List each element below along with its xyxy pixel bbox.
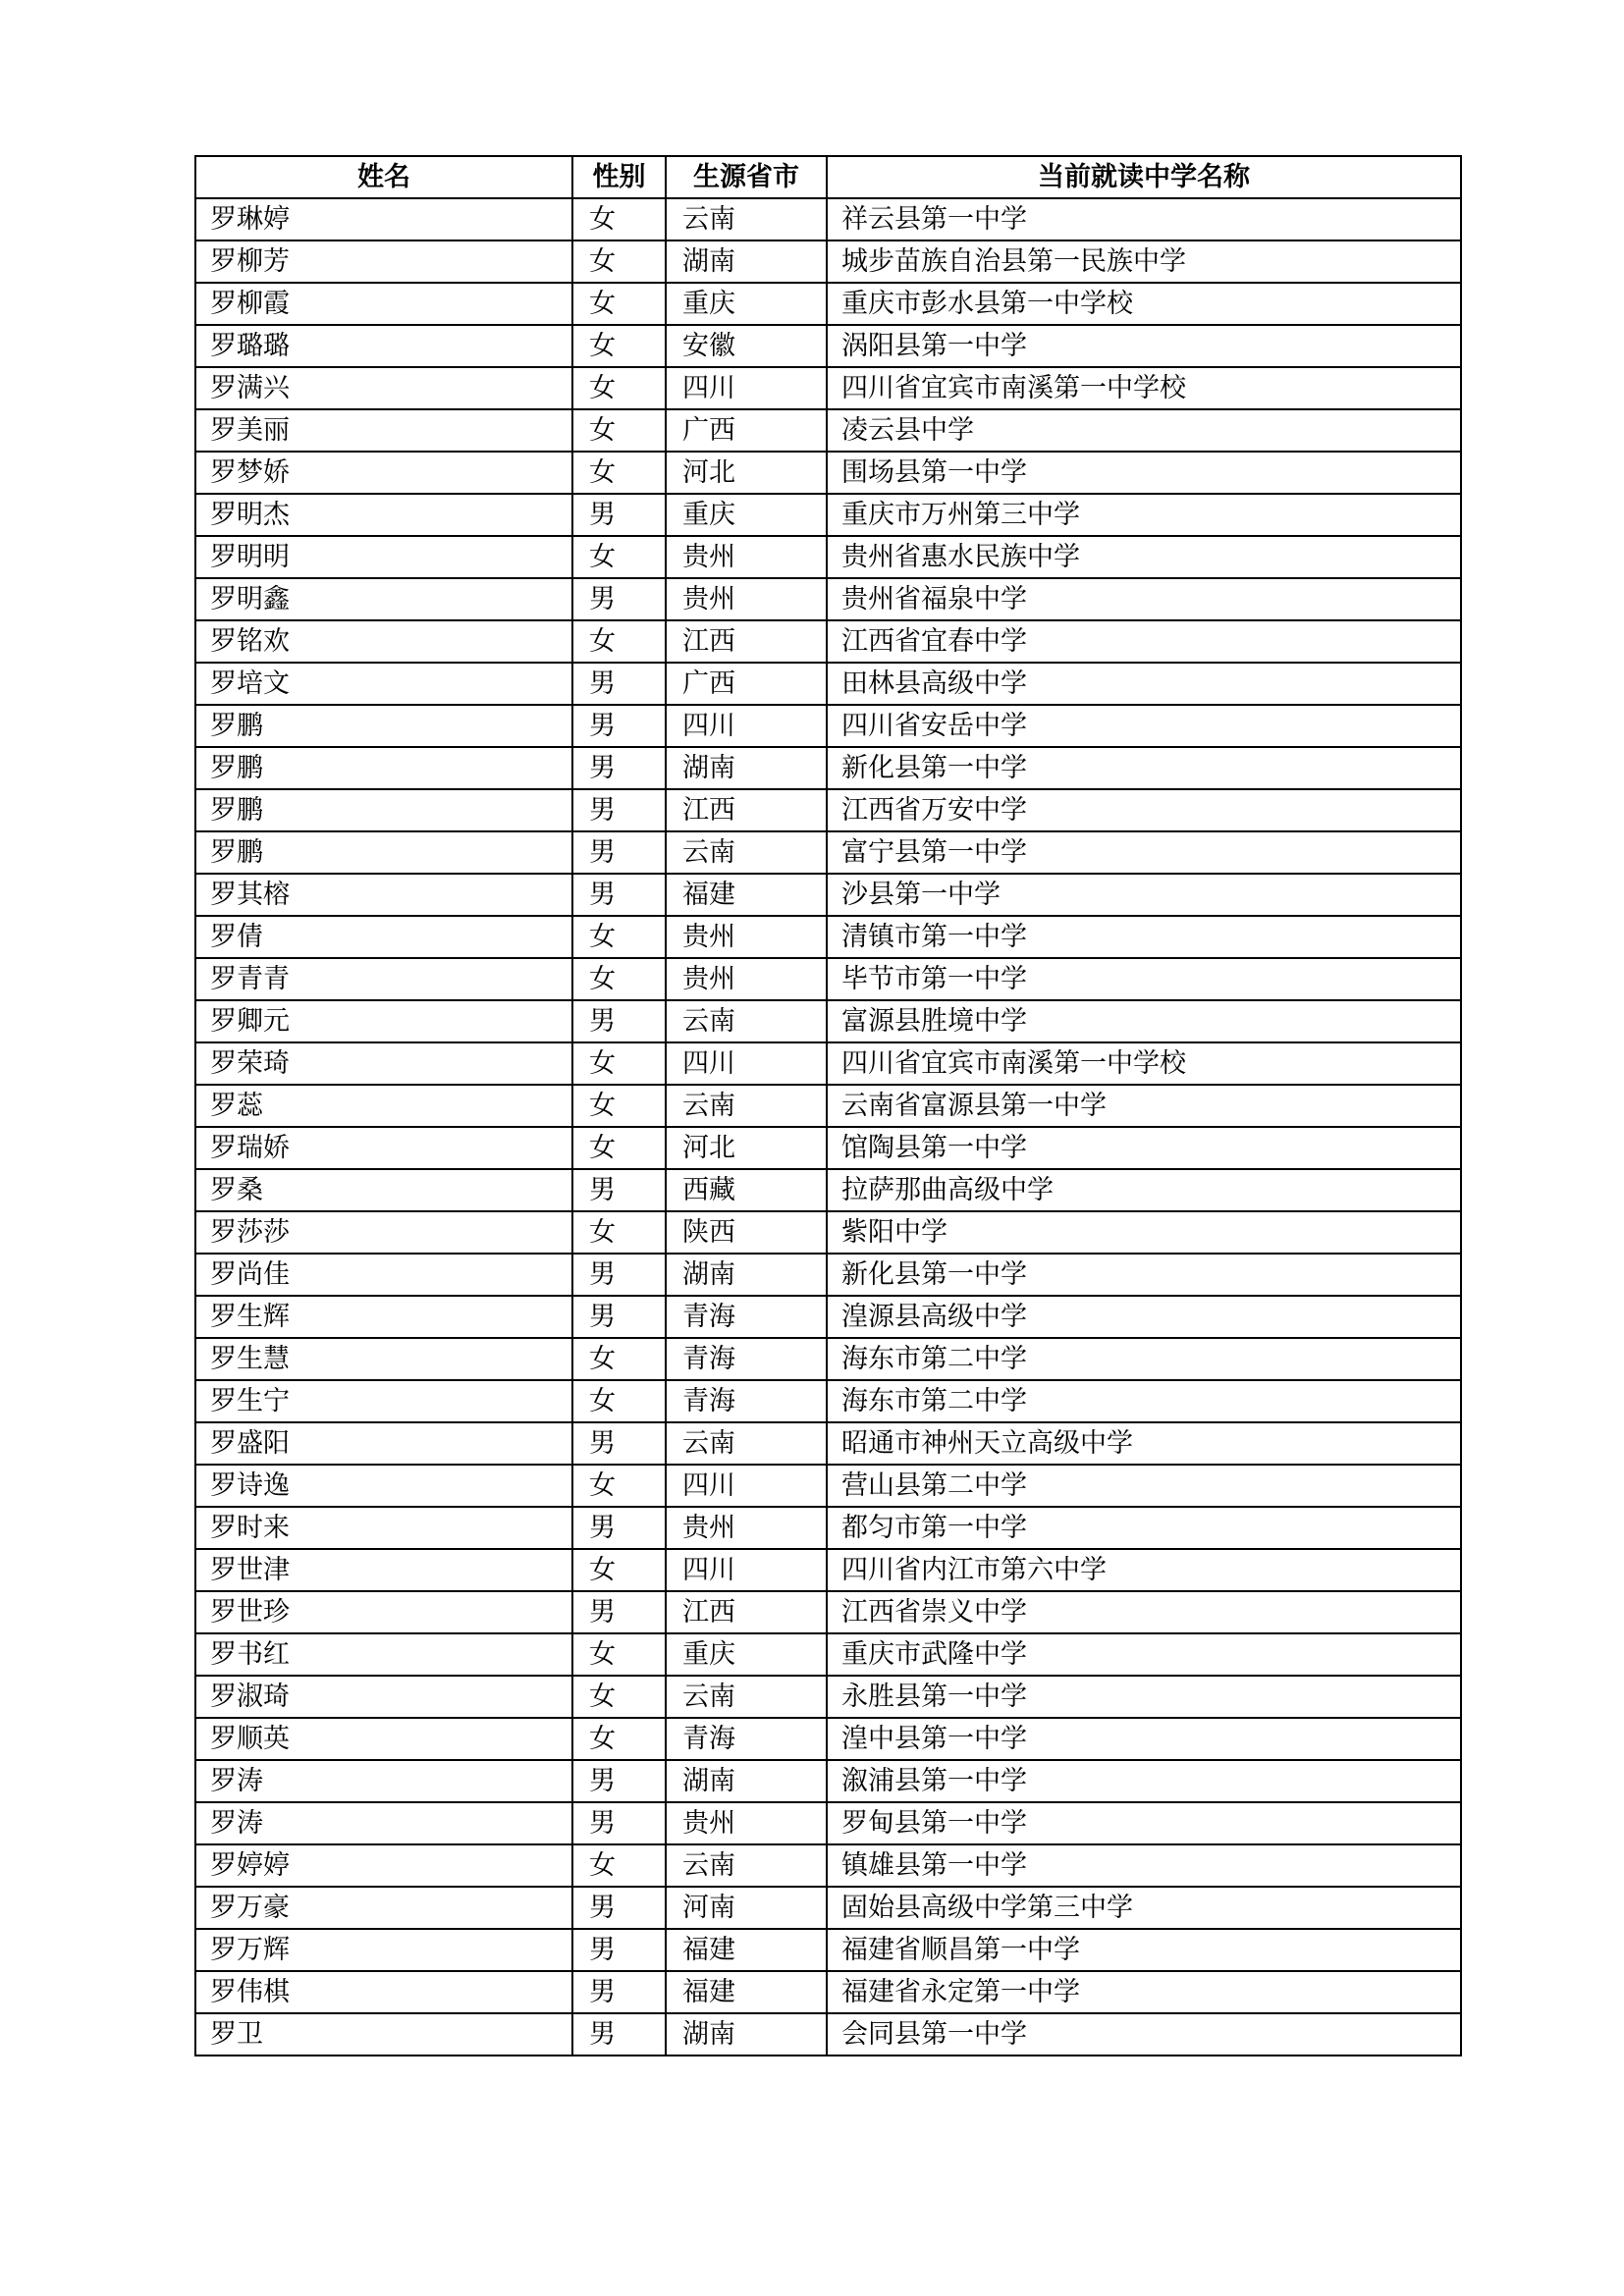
cell-province: 云南 — [666, 1422, 827, 1465]
table-row — [195, 409, 1461, 452]
cell-school: 毕节市第一中学 — [827, 958, 1461, 1000]
cell-name: 罗蕊 — [195, 1085, 572, 1127]
cell-school: 贵州省惠水民族中学 — [827, 536, 1461, 578]
cell-school: 会同县第一中学 — [827, 2013, 1461, 2056]
cell-province: 河南 — [666, 1887, 827, 1929]
cell-province: 湖南 — [666, 1254, 827, 1296]
table-row — [195, 1254, 1461, 1296]
cell-name: 罗万豪 — [195, 1887, 572, 1929]
cell-school: 拉萨那曲高级中学 — [827, 1169, 1461, 1211]
table-row — [195, 789, 1461, 831]
cell-gender: 女 — [572, 409, 666, 452]
cell-name: 罗青青 — [195, 958, 572, 1000]
cell-gender: 女 — [572, 1380, 666, 1422]
cell-province: 四川 — [666, 1042, 827, 1085]
cell-name: 罗卿元 — [195, 1000, 572, 1042]
cell-name: 罗倩 — [195, 916, 572, 958]
cell-name: 罗尚佳 — [195, 1254, 572, 1296]
cell-gender: 女 — [572, 1844, 666, 1887]
cell-name: 罗伟棋 — [195, 1971, 572, 2013]
cell-province: 西藏 — [666, 1169, 827, 1211]
header-name: 姓名 — [195, 156, 572, 198]
cell-school: 永胜县第一中学 — [827, 1676, 1461, 1718]
cell-gender: 男 — [572, 1887, 666, 1929]
table-row — [195, 1465, 1461, 1507]
cell-province: 贵州 — [666, 1802, 827, 1844]
cell-school: 馆陶县第一中学 — [827, 1127, 1461, 1169]
cell-name: 罗万辉 — [195, 1929, 572, 1971]
cell-gender: 男 — [572, 1929, 666, 1971]
table-row — [195, 1127, 1461, 1169]
cell-gender: 男 — [572, 747, 666, 789]
cell-gender: 女 — [572, 367, 666, 409]
cell-gender: 男 — [572, 1254, 666, 1296]
cell-province: 青海 — [666, 1296, 827, 1338]
table-row — [195, 240, 1461, 283]
table-header-row — [195, 156, 1461, 198]
cell-name: 罗瑞娇 — [195, 1127, 572, 1169]
cell-province: 重庆 — [666, 1633, 827, 1676]
cell-school: 海东市第二中学 — [827, 1380, 1461, 1422]
cell-school: 田林县高级中学 — [827, 663, 1461, 705]
table-row — [195, 747, 1461, 789]
cell-gender: 男 — [572, 1760, 666, 1802]
table-row — [195, 705, 1461, 747]
table-row — [195, 325, 1461, 367]
cell-province: 湖南 — [666, 747, 827, 789]
cell-school: 镇雄县第一中学 — [827, 1844, 1461, 1887]
cell-school: 都匀市第一中学 — [827, 1507, 1461, 1549]
table-row — [195, 1507, 1461, 1549]
cell-school: 富源县胜境中学 — [827, 1000, 1461, 1042]
cell-province: 云南 — [666, 1676, 827, 1718]
cell-school: 江西省宜春中学 — [827, 620, 1461, 663]
table-row — [195, 874, 1461, 916]
cell-province: 贵州 — [666, 578, 827, 620]
cell-gender: 女 — [572, 536, 666, 578]
cell-name: 罗诗逸 — [195, 1465, 572, 1507]
table-row — [195, 1802, 1461, 1844]
cell-gender: 男 — [572, 663, 666, 705]
cell-school: 贵州省福泉中学 — [827, 578, 1461, 620]
cell-gender: 男 — [572, 578, 666, 620]
cell-province: 陕西 — [666, 1211, 827, 1254]
cell-name: 罗生慧 — [195, 1338, 572, 1380]
cell-name: 罗梦娇 — [195, 452, 572, 494]
cell-school: 溆浦县第一中学 — [827, 1760, 1461, 1802]
cell-gender: 男 — [572, 1802, 666, 1844]
header-gender: 性别 — [572, 156, 666, 198]
table-row — [195, 663, 1461, 705]
cell-gender: 女 — [572, 1085, 666, 1127]
cell-school: 祥云县第一中学 — [827, 198, 1461, 240]
cell-province: 云南 — [666, 1844, 827, 1887]
cell-gender: 女 — [572, 1549, 666, 1591]
cell-province: 云南 — [666, 1085, 827, 1127]
cell-name: 罗鹏 — [195, 705, 572, 747]
cell-school: 清镇市第一中学 — [827, 916, 1461, 958]
cell-school: 四川省宜宾市南溪第一中学校 — [827, 367, 1461, 409]
cell-gender: 男 — [572, 831, 666, 874]
table-row — [195, 1380, 1461, 1422]
cell-name: 罗柳芳 — [195, 240, 572, 283]
table-row — [195, 1676, 1461, 1718]
cell-name: 罗明鑫 — [195, 578, 572, 620]
cell-province: 四川 — [666, 1465, 827, 1507]
cell-gender: 男 — [572, 874, 666, 916]
table-row — [195, 1169, 1461, 1211]
cell-province: 贵州 — [666, 536, 827, 578]
cell-name: 罗卫 — [195, 2013, 572, 2056]
cell-school: 固始县高级中学第三中学 — [827, 1887, 1461, 1929]
header-province: 生源省市 — [666, 156, 827, 198]
cell-name: 罗时来 — [195, 1507, 572, 1549]
cell-gender: 女 — [572, 620, 666, 663]
table-row — [195, 536, 1461, 578]
cell-name: 罗世津 — [195, 1549, 572, 1591]
cell-name: 罗桑 — [195, 1169, 572, 1211]
table-row — [195, 1760, 1461, 1802]
cell-province: 云南 — [666, 831, 827, 874]
cell-province: 贵州 — [666, 958, 827, 1000]
table-row — [195, 1929, 1461, 1971]
table-row — [195, 1971, 1461, 2013]
table-row — [195, 494, 1461, 536]
cell-name: 罗满兴 — [195, 367, 572, 409]
cell-school: 沙县第一中学 — [827, 874, 1461, 916]
cell-school: 江西省崇义中学 — [827, 1591, 1461, 1633]
cell-name: 罗美丽 — [195, 409, 572, 452]
cell-school: 云南省富源县第一中学 — [827, 1085, 1461, 1127]
table-row — [195, 1549, 1461, 1591]
cell-school: 新化县第一中学 — [827, 1254, 1461, 1296]
cell-school: 重庆市武隆中学 — [827, 1633, 1461, 1676]
cell-province: 河北 — [666, 1127, 827, 1169]
cell-name: 罗顺英 — [195, 1718, 572, 1760]
cell-name: 罗鹏 — [195, 789, 572, 831]
cell-school: 四川省宜宾市南溪第一中学校 — [827, 1042, 1461, 1085]
cell-name: 罗书红 — [195, 1633, 572, 1676]
table-row — [195, 283, 1461, 325]
cell-school: 重庆市彭水县第一中学校 — [827, 283, 1461, 325]
cell-province: 云南 — [666, 1000, 827, 1042]
cell-province: 广西 — [666, 409, 827, 452]
cell-school: 重庆市万州第三中学 — [827, 494, 1461, 536]
cell-gender: 男 — [572, 1971, 666, 2013]
cell-school: 湟源县高级中学 — [827, 1296, 1461, 1338]
cell-province: 湖南 — [666, 2013, 827, 2056]
cell-school: 海东市第二中学 — [827, 1338, 1461, 1380]
table-row — [195, 620, 1461, 663]
cell-gender: 女 — [572, 283, 666, 325]
cell-province: 江西 — [666, 1591, 827, 1633]
cell-school: 昭通市神州天立高级中学 — [827, 1422, 1461, 1465]
cell-name: 罗琳婷 — [195, 198, 572, 240]
table-row — [195, 916, 1461, 958]
cell-school: 湟中县第一中学 — [827, 1718, 1461, 1760]
table-body — [195, 198, 1461, 2056]
cell-name: 罗鹏 — [195, 747, 572, 789]
table-row — [195, 367, 1461, 409]
cell-school: 围场县第一中学 — [827, 452, 1461, 494]
cell-gender: 女 — [572, 1338, 666, 1380]
cell-gender: 男 — [572, 2013, 666, 2056]
cell-province: 贵州 — [666, 916, 827, 958]
cell-school: 四川省安岳中学 — [827, 705, 1461, 747]
cell-name: 罗荣琦 — [195, 1042, 572, 1085]
cell-gender: 女 — [572, 1465, 666, 1507]
table-row — [195, 2013, 1461, 2056]
cell-gender: 女 — [572, 1042, 666, 1085]
cell-name: 罗培文 — [195, 663, 572, 705]
cell-name: 罗盛阳 — [195, 1422, 572, 1465]
cell-province: 安徽 — [666, 325, 827, 367]
cell-gender: 女 — [572, 1633, 666, 1676]
table-row — [195, 198, 1461, 240]
cell-province: 广西 — [666, 663, 827, 705]
cell-school: 江西省万安中学 — [827, 789, 1461, 831]
cell-province: 云南 — [666, 198, 827, 240]
cell-province: 四川 — [666, 705, 827, 747]
cell-name: 罗莎莎 — [195, 1211, 572, 1254]
table-row — [195, 452, 1461, 494]
cell-gender: 女 — [572, 452, 666, 494]
header-school: 当前就读中学名称 — [827, 156, 1461, 198]
cell-name: 罗明明 — [195, 536, 572, 578]
table-row — [195, 958, 1461, 1000]
table-row — [195, 578, 1461, 620]
cell-gender: 男 — [572, 1591, 666, 1633]
cell-name: 罗淑琦 — [195, 1676, 572, 1718]
cell-gender: 女 — [572, 916, 666, 958]
cell-province: 青海 — [666, 1338, 827, 1380]
table-row — [195, 1000, 1461, 1042]
cell-school: 富宁县第一中学 — [827, 831, 1461, 874]
table-row — [195, 1887, 1461, 1929]
cell-gender: 女 — [572, 1211, 666, 1254]
cell-gender: 男 — [572, 1422, 666, 1465]
cell-school: 四川省内江市第六中学 — [827, 1549, 1461, 1591]
cell-gender: 男 — [572, 494, 666, 536]
cell-province: 福建 — [666, 1971, 827, 2013]
cell-name: 罗世珍 — [195, 1591, 572, 1633]
cell-gender: 男 — [572, 1507, 666, 1549]
cell-gender: 女 — [572, 198, 666, 240]
cell-province: 青海 — [666, 1380, 827, 1422]
cell-gender: 女 — [572, 1127, 666, 1169]
cell-gender: 男 — [572, 1000, 666, 1042]
table-row — [195, 1718, 1461, 1760]
cell-province: 江西 — [666, 789, 827, 831]
cell-name: 罗涛 — [195, 1760, 572, 1802]
cell-name: 罗婷婷 — [195, 1844, 572, 1887]
cell-gender: 男 — [572, 789, 666, 831]
cell-school: 罗甸县第一中学 — [827, 1802, 1461, 1844]
cell-school: 凌云县中学 — [827, 409, 1461, 452]
cell-province: 湖南 — [666, 240, 827, 283]
cell-name: 罗其榕 — [195, 874, 572, 916]
table-row — [195, 1085, 1461, 1127]
cell-gender: 男 — [572, 1169, 666, 1211]
cell-gender: 男 — [572, 1296, 666, 1338]
table-row — [195, 1042, 1461, 1085]
cell-gender: 女 — [572, 958, 666, 1000]
cell-school: 福建省顺昌第一中学 — [827, 1929, 1461, 1971]
cell-gender: 女 — [572, 1718, 666, 1760]
cell-gender: 女 — [572, 325, 666, 367]
cell-school: 新化县第一中学 — [827, 747, 1461, 789]
cell-province: 河北 — [666, 452, 827, 494]
cell-province: 福建 — [666, 1929, 827, 1971]
cell-province: 贵州 — [666, 1507, 827, 1549]
cell-gender: 女 — [572, 240, 666, 283]
cell-gender: 男 — [572, 705, 666, 747]
student-roster-table — [194, 155, 1462, 2056]
cell-name: 罗生宁 — [195, 1380, 572, 1422]
table-row — [195, 1633, 1461, 1676]
cell-name: 罗生辉 — [195, 1296, 572, 1338]
cell-province: 重庆 — [666, 494, 827, 536]
cell-name: 罗涛 — [195, 1802, 572, 1844]
cell-name: 罗璐璐 — [195, 325, 572, 367]
cell-school: 城步苗族自治县第一民族中学 — [827, 240, 1461, 283]
table-row — [195, 1591, 1461, 1633]
cell-province: 青海 — [666, 1718, 827, 1760]
cell-province: 四川 — [666, 1549, 827, 1591]
table-row — [195, 1211, 1461, 1254]
table-row — [195, 831, 1461, 874]
table-row — [195, 1296, 1461, 1338]
cell-school: 紫阳中学 — [827, 1211, 1461, 1254]
cell-province: 江西 — [666, 620, 827, 663]
cell-school: 涡阳县第一中学 — [827, 325, 1461, 367]
table-row — [195, 1422, 1461, 1465]
cell-gender: 女 — [572, 1676, 666, 1718]
cell-school: 福建省永定第一中学 — [827, 1971, 1461, 2013]
table-row — [195, 1844, 1461, 1887]
cell-name: 罗铭欢 — [195, 620, 572, 663]
cell-name: 罗柳霞 — [195, 283, 572, 325]
cell-province: 湖南 — [666, 1760, 827, 1802]
cell-province: 重庆 — [666, 283, 827, 325]
cell-province: 福建 — [666, 874, 827, 916]
cell-school: 营山县第二中学 — [827, 1465, 1461, 1507]
cell-name: 罗明杰 — [195, 494, 572, 536]
table-row — [195, 1338, 1461, 1380]
cell-province: 四川 — [666, 367, 827, 409]
cell-name: 罗鹏 — [195, 831, 572, 874]
